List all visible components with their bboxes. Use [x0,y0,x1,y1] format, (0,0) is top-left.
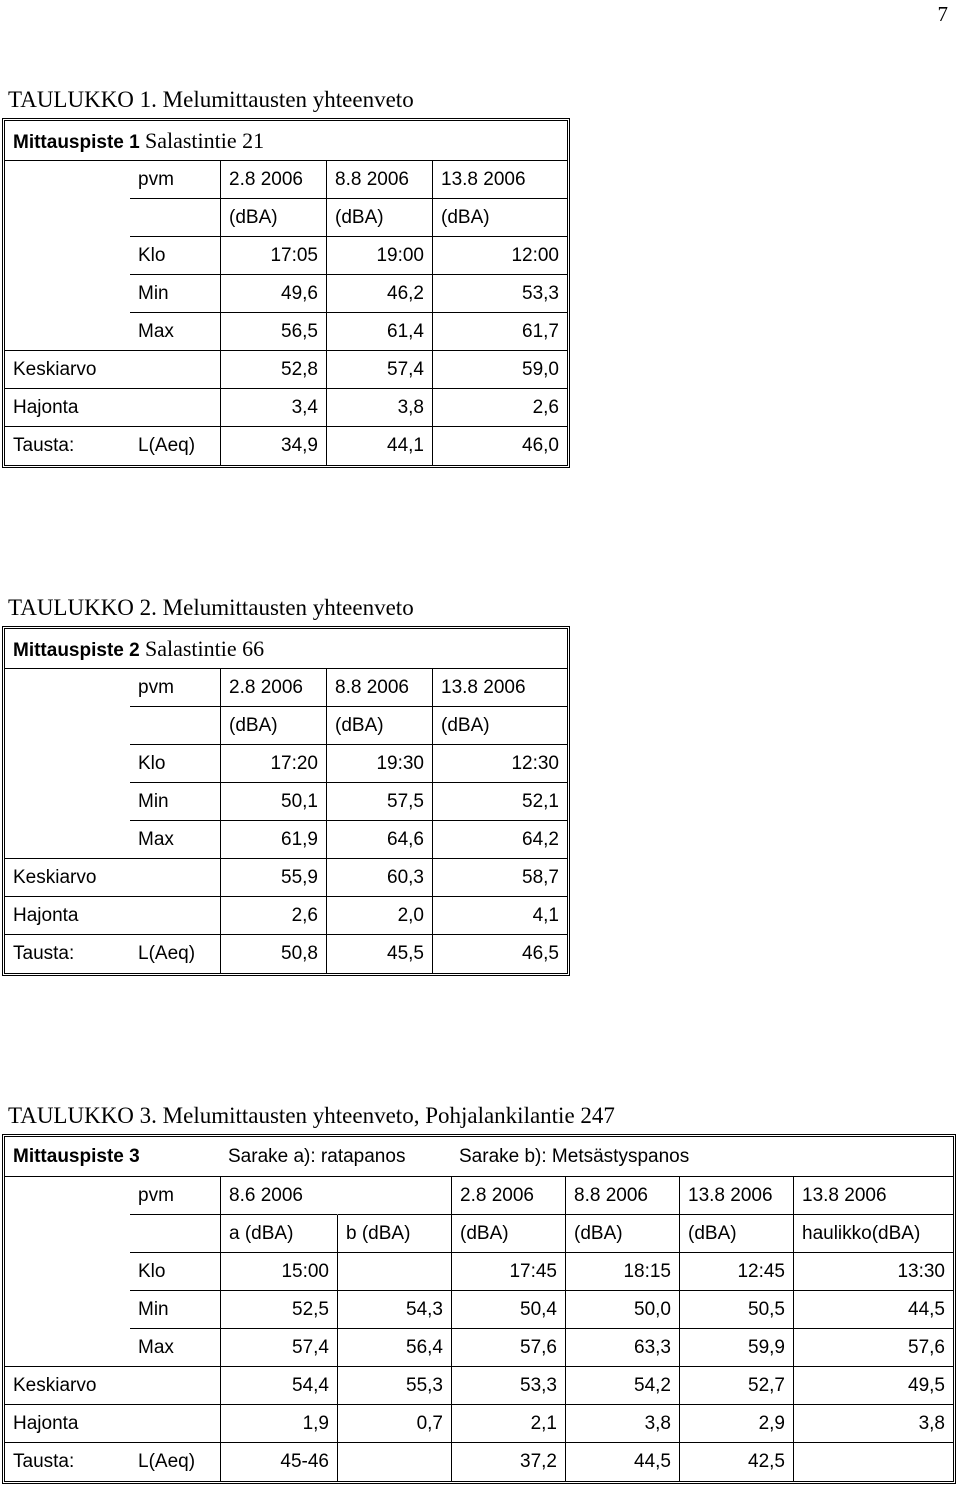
table-cell: 8.6 2006 [220,1177,337,1215]
table-cell [130,389,220,427]
table-cell: pvm [130,161,220,199]
table-row [5,351,567,389]
table-cell: 19:00 [326,237,432,275]
table-cell: 58,7 [432,859,567,897]
table-cell: Max [130,821,220,859]
table-row [5,745,567,783]
table-cell: 57,4 [326,351,432,389]
table-cell: 17:45 [451,1253,565,1291]
table-cell: Keskiarvo [5,859,130,897]
table-cell: Hajonta [5,897,130,935]
table-cell: 50,8 [220,935,326,973]
table-1 [2,118,570,468]
page-number: 7 [937,2,948,26]
table-cell: 34,9 [220,427,326,465]
table-cell [5,783,130,821]
table-cell [5,1177,130,1215]
table-cell: (dBA) [565,1215,679,1253]
table-1-title: TAULUKKO 1. Melumittausten yhteenveto [8,87,414,112]
table-cell [130,351,220,389]
table-row [5,313,567,351]
table-cell: Max [130,313,220,351]
table-cell: 63,3 [565,1329,679,1367]
table-cell: 13:30 [793,1253,953,1291]
table-cell: 49,5 [793,1367,953,1405]
table-2-point-header [5,629,567,669]
table-cell [130,1367,220,1405]
table-cell [130,1215,220,1253]
table-cell: 50,5 [679,1291,793,1329]
measurement-point-label: Mittauspiste 1 [13,131,140,153]
table-cell: 2,6 [220,897,326,935]
table-cell: Hajonta [5,1405,130,1443]
table-cell [337,1253,451,1291]
table-cell [5,275,130,313]
table-cell [5,1329,130,1367]
table-row [5,1405,953,1443]
table-cell: (dBA) [326,707,432,745]
table-cell: 56,4 [337,1329,451,1367]
table-cell [5,237,130,275]
table-cell: 57,4 [220,1329,337,1367]
table-cell: 50,1 [220,783,326,821]
table-row [5,1215,953,1253]
table-cell [130,707,220,745]
table-cell [337,1177,451,1215]
table-cell: 8.8 2006 [326,161,432,199]
column-a-note: Sarake a): ratapanos [220,1137,451,1177]
table-2-title: TAULUKKO 2. Melumittausten yhteenveto [8,595,414,620]
table-cell: 3,8 [326,389,432,427]
table-cell: 17:05 [220,237,326,275]
table-row [5,389,567,427]
table-row [5,1177,953,1215]
table-row [5,1253,953,1291]
table-cell [5,161,130,199]
table-cell: Min [130,1291,220,1329]
table-cell: 3,8 [793,1405,953,1443]
table-cell: b (dBA) [337,1215,451,1253]
table-cell: a (dBA) [220,1215,337,1253]
table-cell: 49,6 [220,275,326,313]
table-1-header-row [5,121,567,161]
table-cell: 13.8 2006 [679,1177,793,1215]
table-row [5,821,567,859]
table-cell: 12:30 [432,745,567,783]
table-cell: 0,7 [337,1405,451,1443]
table-cell: 50,4 [451,1291,565,1329]
table-cell: (dBA) [451,1215,565,1253]
table-cell: 12:45 [679,1253,793,1291]
table-3 [2,1134,956,1484]
table-cell [130,897,220,935]
table-cell: 61,4 [326,313,432,351]
table-cell: 1,9 [220,1405,337,1443]
table-2-header-row [5,629,567,669]
measurement-point-name: Salastintie 66 [144,635,265,661]
table-cell: 61,9 [220,821,326,859]
table-cell: 52,5 [220,1291,337,1329]
table-cell: 2.8 2006 [220,669,326,707]
table-1-point-header [5,121,567,161]
table-row [5,1367,953,1405]
table-cell: 45,5 [326,935,432,973]
table-cell: 57,5 [326,783,432,821]
table-row [5,199,567,237]
table-cell: (dBA) [432,707,567,745]
table-cell [5,745,130,783]
table-cell: 52,7 [679,1367,793,1405]
table-cell: 53,3 [432,275,567,313]
table-cell: 13.8 2006 [432,161,567,199]
table-cell: Min [130,783,220,821]
table-cell: (dBA) [220,199,326,237]
table-cell [5,669,130,707]
table-cell: 55,3 [337,1367,451,1405]
table-cell [5,1215,130,1253]
table-cell: Tausta: [13,435,75,456]
table-cell: Tausta: [13,1451,75,1472]
table-cell: 54,2 [565,1367,679,1405]
table-cell: 54,4 [220,1367,337,1405]
table-cell: 8.8 2006 [565,1177,679,1215]
table-row [5,859,567,897]
table-cell [5,1291,130,1329]
table-cell: 53,3 [451,1367,565,1405]
table-cell: 8.8 2006 [326,669,432,707]
table-cell: 44,5 [793,1291,953,1329]
table-cell: Klo [130,1253,220,1291]
table-cell: pvm [130,669,220,707]
table-cell: 17:20 [220,745,326,783]
table-cell: 2.8 2006 [220,161,326,199]
table-cell: 60,3 [326,859,432,897]
measurement-point-label: Mittauspiste 3 [5,1137,220,1177]
table-cell: 44,1 [326,427,432,465]
table-row [5,237,567,275]
table-row [5,427,567,465]
table-cell: (dBA) [432,199,567,237]
table-row [5,1291,953,1329]
table-row [5,669,567,707]
table-cell [5,1253,130,1291]
table-cell: 2,1 [451,1405,565,1443]
table-cell: 52,8 [220,351,326,389]
table-cell: 64,2 [432,821,567,859]
table-cell: Tausta: [13,943,75,964]
table-row [5,1329,953,1367]
table-cell [793,1443,953,1481]
table-cell: 57,6 [451,1329,565,1367]
table-cell [5,313,130,351]
table-cell: 15:00 [220,1253,337,1291]
table-cell [5,707,130,745]
table-cell: 13.8 2006 [793,1177,953,1215]
table-cell: 54,3 [337,1291,451,1329]
table-cell: 3,8 [565,1405,679,1443]
table-cell: 2.8 2006 [451,1177,565,1215]
table-cell: pvm [130,1177,220,1215]
table-cell: 2,6 [432,389,567,427]
table-cell: 44,5 [565,1443,679,1481]
table-cell: 52,1 [432,783,567,821]
table-cell [130,859,220,897]
table-cell: L(Aeq) [138,435,196,456]
table-cell: 59,0 [432,351,567,389]
column-b-note: Sarake b): Metsästyspanos [451,1137,953,1177]
table-cell: 46,0 [432,427,567,465]
table-cell: Hajonta [5,389,130,427]
table-cell: L(Aeq) [138,1451,196,1472]
table-cell: (dBA) [679,1215,793,1253]
table-cell: Klo [130,745,220,783]
table-row [5,707,567,745]
table-cell: 50,0 [565,1291,679,1329]
table-cell: Keskiarvo [5,351,130,389]
table-cell: 12:00 [432,237,567,275]
table-row [5,161,567,199]
table-cell: 37,2 [451,1443,565,1481]
table-cell: (dBA) [220,707,326,745]
table-cell: 18:15 [565,1253,679,1291]
table-cell: 55,9 [220,859,326,897]
table-cell: Keskiarvo [5,1367,130,1405]
table-cell: 64,6 [326,821,432,859]
table-cell: 61,7 [432,313,567,351]
table-cell: 59,9 [679,1329,793,1367]
table-cell: L(Aeq) [138,943,196,964]
table-row [5,935,567,973]
table-row [5,1443,953,1481]
table-cell: 56,5 [220,313,326,351]
table-cell: 45-46 [220,1443,337,1481]
table-3-title: TAULUKKO 3. Melumittausten yhteenveto, Pohjalankilantie 247 [8,1103,615,1128]
table-cell: (dBA) [326,199,432,237]
table-cell: Max [130,1329,220,1367]
table-cell: 42,5 [679,1443,793,1481]
table-cell [337,1443,451,1481]
table-2 [2,626,570,976]
table-cell: 57,6 [793,1329,953,1367]
table-row [5,783,567,821]
table-cell [5,821,130,859]
table-cell [5,199,130,237]
table-3-header-row [5,1137,953,1177]
table-cell: 2,9 [679,1405,793,1443]
table-cell [130,1405,220,1443]
measurement-point-name: Salastintie 21 [144,127,265,153]
table-cell: 3,4 [220,389,326,427]
table-cell: 13.8 2006 [432,669,567,707]
table-row [5,275,567,313]
table-cell: 46,5 [432,935,567,973]
table-cell: Min [130,275,220,313]
table-cell: haulikko(dBA) [793,1215,953,1253]
table-cell: Klo [130,237,220,275]
table-cell: 2,0 [326,897,432,935]
table-row [5,897,567,935]
measurement-point-label: Mittauspiste 2 [13,639,140,661]
table-cell [130,199,220,237]
table-cell: 46,2 [326,275,432,313]
table-cell: 19:30 [326,745,432,783]
table-cell: 4,1 [432,897,567,935]
